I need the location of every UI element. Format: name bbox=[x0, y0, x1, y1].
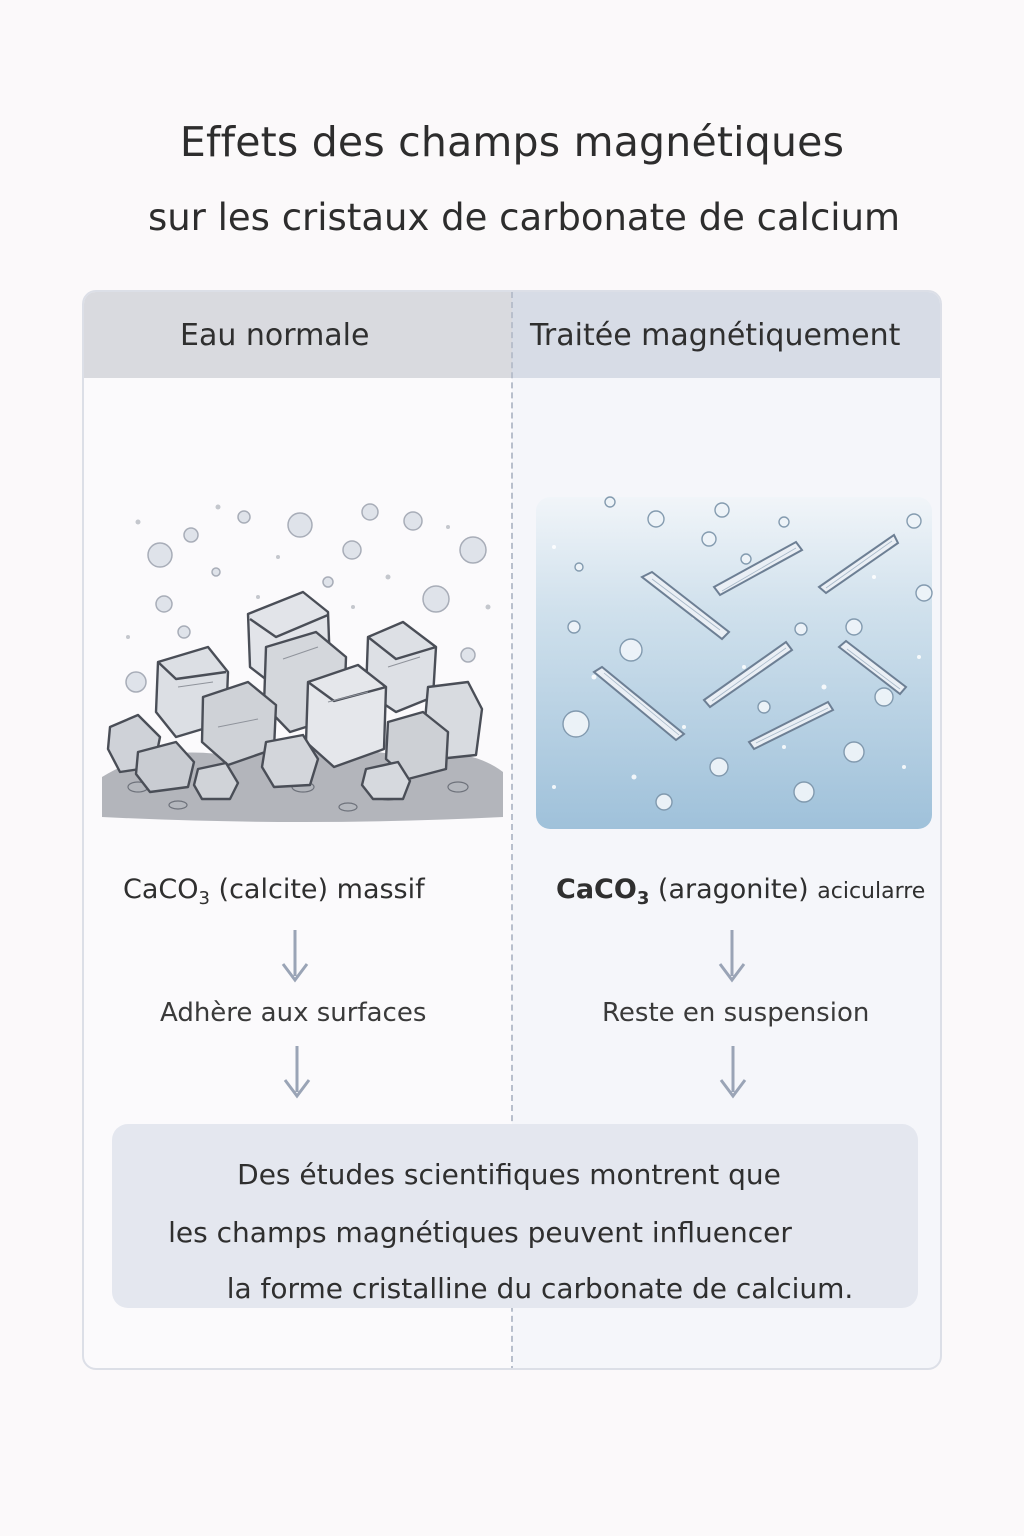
right-column-title: Traitée magnétiquement bbox=[530, 318, 901, 353]
comparison-card bbox=[82, 290, 942, 1370]
left-column-header bbox=[84, 292, 512, 378]
left-formula: CaCO$_3$ (calcite) massif bbox=[123, 874, 425, 909]
right-column-header bbox=[512, 292, 942, 378]
conclusion-line-3: la forme cristalline du carbonate de calcium. bbox=[226, 1272, 854, 1305]
conclusion-box bbox=[112, 1124, 918, 1308]
right-arrow-down-icon-2 bbox=[718, 1044, 748, 1100]
aragonite-needles-illustration bbox=[534, 487, 934, 832]
left-column-title: Eau normale bbox=[180, 318, 370, 353]
right-formula: CaCO$_3$ (aragonite) acicularre bbox=[556, 874, 926, 909]
calcite-crystals-illustration bbox=[98, 487, 508, 832]
right-step: Reste en suspension bbox=[602, 998, 870, 1028]
conclusion-line-1: Des études scientifiques montrent que bbox=[237, 1158, 781, 1191]
left-arrow-down-icon-2 bbox=[282, 1044, 312, 1100]
page-subtitle: sur les cristaux de carbonate de calcium bbox=[147, 196, 901, 239]
right-arrow-down-icon bbox=[717, 928, 747, 984]
left-step: Adhère aux surfaces bbox=[160, 998, 427, 1028]
left-arrow-down-icon bbox=[280, 928, 310, 984]
conclusion-line-2: les champs magnétiques peuvent influencer bbox=[168, 1216, 792, 1249]
page-title: Effets des champs magnétiques bbox=[179, 118, 845, 166]
